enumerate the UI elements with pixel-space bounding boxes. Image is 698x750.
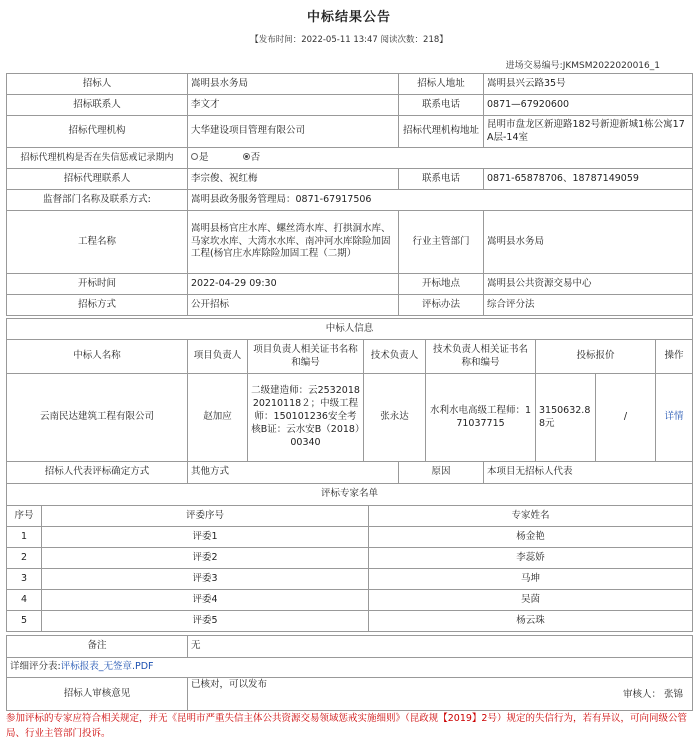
trade-code-label: 进场交易编号:	[505, 61, 563, 71]
agency-phone-value: 0871-65878706、18787149059	[484, 169, 693, 190]
expert-table	[6, 483, 693, 632]
supervisor-label: 监督部门名称及联系方式:	[7, 190, 188, 211]
winner-pm: 赵加应	[188, 374, 248, 462]
reason-label: 原因	[399, 462, 484, 484]
eval-label: 评标办法	[399, 295, 484, 316]
radio-yes[interactable]	[191, 153, 198, 160]
tenderer-addr-value: 嵩明县兴云路35号	[484, 74, 693, 95]
winner-tech: 张永达	[364, 374, 426, 462]
winner-name: 云南民达建筑工程有限公司	[7, 374, 188, 462]
auditor: 审核人： 张锦	[622, 689, 683, 700]
notice-text: 参加评标的专家应符合相关规定，并无《昆明市严重失信主体公共资源交易领域惩戒实施细则》（昆政规【2019】2号）规定的失信行为，若有异议，可向同级公管局、行业主管部门投诉。	[6, 713, 687, 739]
winner-table	[6, 318, 693, 462]
agency-addr-label: 招标代理机构地址	[399, 116, 484, 148]
review-value: 已核对，可以发布	[191, 679, 268, 690]
expert-no: 5	[7, 611, 42, 632]
expert-row	[7, 548, 693, 569]
winner-tech-cert: 水利水电高级工程师：171037715	[426, 374, 536, 462]
open-place-label: 开标地点	[399, 274, 484, 295]
bid-info-table	[6, 73, 693, 316]
trade-code-value: JKMSM2022020016_1	[562, 61, 660, 71]
expert-row	[7, 590, 693, 611]
expert-name: 杨金艳	[369, 527, 693, 548]
expert-no: 3	[7, 569, 42, 590]
publish-meta: 【发布时间：2022-05-11 13:47 阅读次数：218】	[250, 35, 448, 45]
contact-value: 李文才	[188, 95, 399, 116]
expert-row	[7, 527, 693, 548]
open-time-value: 2022-04-29 09:30	[188, 274, 399, 295]
industry-label: 行业主管部门	[399, 211, 484, 274]
project-value: 嵩明县杨官庄水库、螺丝湾水库、打拱洞水库、马家坎水库、大湾水水库、南冲河水库除险加固工程(杨官庄水库除险加固工程（二期）	[188, 211, 399, 274]
expert-header-name: 专家姓名	[369, 506, 693, 527]
winner-header-pm-cert: 项目负责人相关证书名称和编号	[248, 340, 364, 374]
dishonest-options	[188, 148, 693, 169]
contact-label: 招标联系人	[7, 95, 188, 116]
method-value: 公开招标	[188, 295, 399, 316]
open-time-label: 开标时间	[7, 274, 188, 295]
detail-file-link[interactable]: 评标报表_无签章.PDF	[60, 661, 154, 673]
expert-row	[7, 611, 693, 632]
remark-value: 无	[188, 636, 693, 658]
expert-seat: 评委3	[42, 569, 369, 590]
winner-header-tech: 技术负责人	[364, 340, 426, 374]
expert-name: 马坤	[369, 569, 693, 590]
tenderer-label: 招标人	[7, 74, 188, 95]
expert-name: 杨云珠	[369, 611, 693, 632]
expert-seat: 评委2	[42, 548, 369, 569]
rep-value: 其他方式	[188, 462, 399, 484]
winner-detail-link[interactable]: 详情	[656, 374, 693, 462]
footer-table	[6, 635, 693, 711]
expert-seat: 评委5	[42, 611, 369, 632]
agency-label: 招标代理机构	[7, 116, 188, 148]
winner-price-extra: /	[596, 374, 656, 462]
radio-yes-label: 是	[199, 151, 209, 163]
winner-header-price: 投标报价	[536, 340, 656, 374]
agency-value: 大华建设项目管理有限公司	[188, 116, 399, 148]
agency-contact-value: 李宗俊、祝红梅	[188, 169, 399, 190]
winner-section-title: 中标人信息	[7, 319, 693, 340]
rep-label: 招标人代表评标确定方式	[7, 462, 188, 484]
tenderer-value: 嵩明县水务局	[188, 74, 399, 95]
expert-header-no: 序号	[7, 506, 42, 527]
winner-pm-cert: 二级建造师：云253201820210118２；中级工程师：150101236安全考核B证：云水安B（2018）00340	[248, 374, 364, 462]
review-cell	[188, 678, 693, 711]
winner-header-name: 中标人名称	[7, 340, 188, 374]
detail-label: 详细评分表:	[10, 661, 61, 673]
tenderer-addr-label: 招标人地址	[399, 74, 484, 95]
expert-no: 4	[7, 590, 42, 611]
supervisor-value: 嵩明县政务服务管理局：0871-67917506	[188, 190, 693, 211]
radio-no-label: 否	[250, 151, 261, 163]
expert-header-seat: 评委序号	[42, 506, 369, 527]
expert-row	[7, 569, 693, 590]
winner-price: 3150632.88元	[536, 374, 596, 462]
agency-addr-value: 昆明市盘龙区新迎路182号新迎新城1栋公寓17A层-14室	[484, 116, 693, 148]
phone-value: 0871—67920600	[484, 95, 693, 116]
agency-phone-label: 联系电话	[399, 169, 484, 190]
eval-value: 综合评分法	[484, 295, 693, 316]
expert-seat: 评委4	[42, 590, 369, 611]
winner-header-action: 操作	[656, 340, 693, 374]
radio-no[interactable]	[243, 153, 250, 160]
winner-header-pm: 项目负责人	[188, 340, 248, 374]
trade-code	[506, 58, 660, 71]
expert-name: 李蕊娇	[369, 548, 693, 569]
dishonest-label: 招标代理机构是否在失信惩戒记录期内	[7, 148, 188, 169]
phone-label: 联系电话	[399, 95, 484, 116]
remark-label: 备注	[7, 636, 188, 658]
expert-name: 吴茵	[369, 590, 693, 611]
method-label: 招标方式	[7, 295, 188, 316]
page-title: 中标结果公告	[306, 10, 391, 25]
expert-seat: 评委1	[42, 527, 369, 548]
review-label: 招标人审核意见	[7, 678, 188, 711]
reason-value: 本项目无招标人代表	[484, 462, 693, 484]
winner-header-tech-cert: 技术负责人相关证书名称和编号	[426, 340, 536, 374]
detail-row	[7, 658, 693, 678]
open-place-value: 嵩明县公共资源交易中心	[484, 274, 693, 295]
industry-value: 嵩明县水务局	[484, 211, 693, 274]
project-label: 工程名称	[7, 211, 188, 274]
rep-table	[6, 461, 693, 484]
expert-no: 2	[7, 548, 42, 569]
expert-section-title: 评标专家名单	[7, 484, 693, 506]
agency-contact-label: 招标代理联系人	[7, 169, 188, 190]
expert-no: 1	[7, 527, 42, 548]
